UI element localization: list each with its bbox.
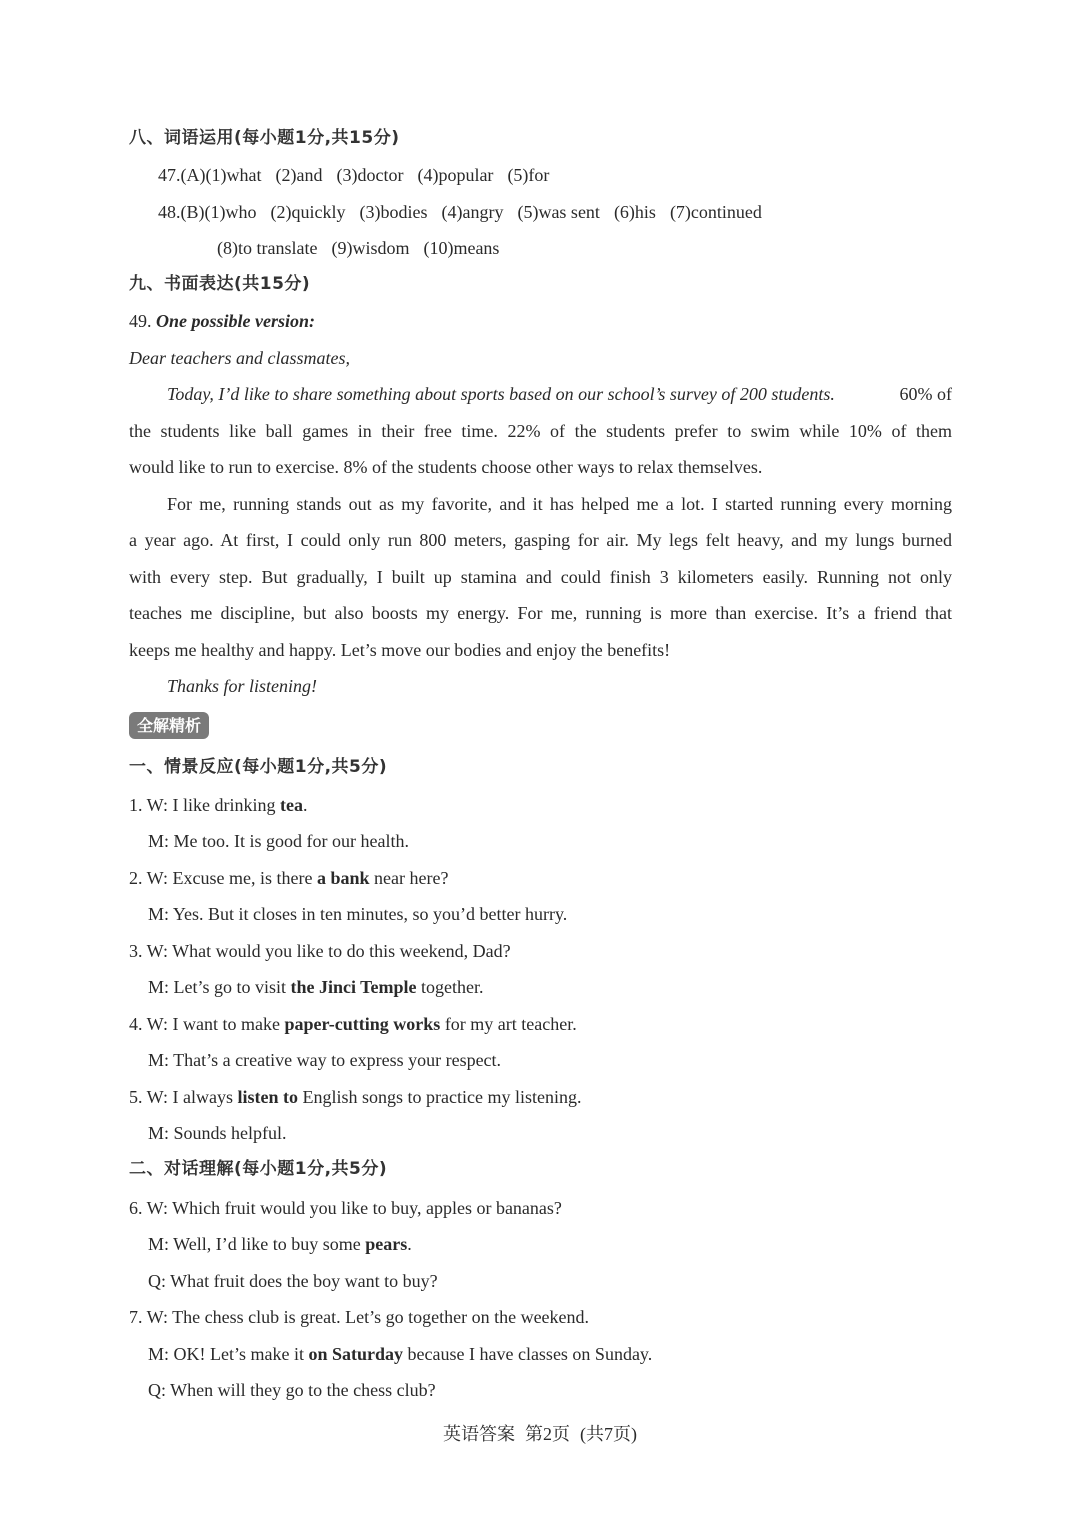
q7-line-m <box>148 1342 652 1366</box>
page-footer <box>0 1422 1080 1446</box>
q5-text: 5. W: I always <box>129 1087 238 1107</box>
q48-item: (4)angry <box>441 202 504 222</box>
q49-label <box>129 309 315 333</box>
q48-item: (5)was sent <box>517 202 600 222</box>
q5-line-m: M: Sounds helpful. <box>148 1123 287 1143</box>
q48-item: (6)his <box>613 202 656 222</box>
footer-total-pages: (共7页) <box>580 1424 637 1444</box>
q7-text: M: OK! Let’s make it <box>148 1344 309 1364</box>
q1-line-m: M: Me too. It is good for our health. <box>148 831 409 851</box>
q6-text: M: Well, I’d like to buy some <box>148 1234 366 1254</box>
essay-p1-line3: would like to run to exercise. 8% of the students choose other ways to relax themselves. <box>129 457 763 477</box>
q5-line-w <box>129 1085 581 1109</box>
q48-answers-line1 <box>158 200 762 224</box>
essay-p2-line5: keeps me healthy and happy. Let’s move our bodies and enjoy the benefits! <box>129 640 671 660</box>
q1-key: tea <box>279 795 303 815</box>
q4-text-end: for my art teacher. <box>440 1014 577 1034</box>
q1-line-w <box>129 793 307 817</box>
part2-heading: 二、对话理解(每小题1分,共5分) <box>129 1159 388 1179</box>
q6-line-m <box>148 1232 412 1256</box>
essay-p1-line1-rest: 60% of <box>899 384 952 404</box>
footer-page-number: 第2页 <box>525 1424 570 1444</box>
essay-p2-line3: with every step. But gradually, I built up stamina and could finish 3 kilometers easily. Running not only <box>129 567 952 587</box>
q48-prefix: 48.(B) <box>158 202 205 222</box>
q3-text: M: Let’s go to visit <box>148 977 291 997</box>
essay-p2-line4: teaches me discipline, but also boosts my energy. For me, running is more than exercise. It’s a friend that <box>129 603 952 623</box>
q2-text: 2. W: Excuse me, is there <box>129 868 317 888</box>
q2-line-w <box>129 866 448 890</box>
q4-key: paper-cutting works <box>284 1014 441 1034</box>
essay-p1-line1 <box>167 382 835 406</box>
essay-p2-line1: For me, running stands out as my favorite, and it has helped me a lot. I started running every morning <box>167 494 952 514</box>
analysis-badge: 全解精析 <box>129 712 209 739</box>
q48-item: (9)wisdom <box>331 238 410 258</box>
q47-item: (2)and <box>275 165 323 185</box>
q7-key: on Saturday <box>308 1344 404 1364</box>
q6-text-end: . <box>407 1234 412 1254</box>
section9-heading: 九、书面表达(共15分) <box>129 274 311 294</box>
q47-item: (3)doctor <box>336 165 404 185</box>
footer-subject: 英语答案 <box>443 1424 515 1444</box>
q47-answers <box>158 163 549 187</box>
part1-heading: 一、情景反应(每小题1分,共5分) <box>129 757 388 777</box>
q3-line-m <box>148 975 484 999</box>
q48-item: (10)means <box>423 238 500 258</box>
essay-p2-line2: a year ago. At first, I could only run 800 meters, gasping for air. My legs felt heavy, and my lungs burned <box>129 530 952 550</box>
q3-key: the Jinci Temple <box>290 977 417 997</box>
q48-item: (7)continued <box>669 202 762 222</box>
q7-line-w: 7. W: The chess club is great. Let’s go together on the weekend. <box>129 1307 590 1327</box>
q4-line-m: M: That’s a creative way to express your respect. <box>148 1050 502 1070</box>
q48-item: (3)bodies <box>359 202 428 222</box>
q4-line-w <box>129 1012 577 1036</box>
q3-line-w: 3. W: What would you like to do this weekend, Dad? <box>129 941 511 961</box>
q47-prefix: 47.(A) <box>158 165 206 185</box>
q5-text-end: English songs to practice my listening. <box>297 1087 582 1107</box>
section8-heading: 八、词语运用(每小题1分,共15分) <box>129 128 400 148</box>
q6-key: pears <box>365 1234 408 1254</box>
q1-text-end: . <box>302 795 308 815</box>
q47-item: (1)what <box>205 165 262 185</box>
q5-key: listen to <box>237 1087 298 1107</box>
q48-answers-line2 <box>217 236 499 260</box>
q2-line-m: M: Yes. But it closes in ten minutes, so you’d better hurry. <box>148 904 568 924</box>
q2-key: a bank <box>316 868 370 888</box>
q2-text-end: near here? <box>369 868 449 888</box>
q1-text: 1. W: I like drinking <box>129 795 280 815</box>
essay-p1-line2: the students like ball games in their free time. 22% of the students prefer to swim while 10% of them <box>129 421 952 441</box>
q48-item: (8)to translate <box>217 238 318 258</box>
q6-line-q: Q: What fruit does the boy want to buy? <box>148 1271 438 1291</box>
q48-item: (2)quickly <box>270 202 346 222</box>
q7-line-q: Q: When will they go to the chess club? <box>148 1380 436 1400</box>
q7-text-end: because I have classes on Sunday. <box>403 1344 653 1364</box>
q49-number: 49. <box>129 311 152 331</box>
essay-p1-italic: Today, I’d like to share something about sports based on our school’s survey of 200 students. <box>167 384 835 404</box>
q3-text-end: together. <box>416 977 484 997</box>
q47-item: (5)for <box>507 165 550 185</box>
q4-text: 4. W: I want to make <box>129 1014 285 1034</box>
q49-version-label: One possible version: <box>156 311 315 331</box>
q47-item: (4)popular <box>417 165 494 185</box>
q6-line-w: 6. W: Which fruit would you like to buy, apples or bananas? <box>129 1198 562 1218</box>
essay-closing: Thanks for listening! <box>167 676 318 696</box>
essay-greeting: Dear teachers and classmates, <box>129 348 350 368</box>
q48-item: (1)who <box>204 202 257 222</box>
